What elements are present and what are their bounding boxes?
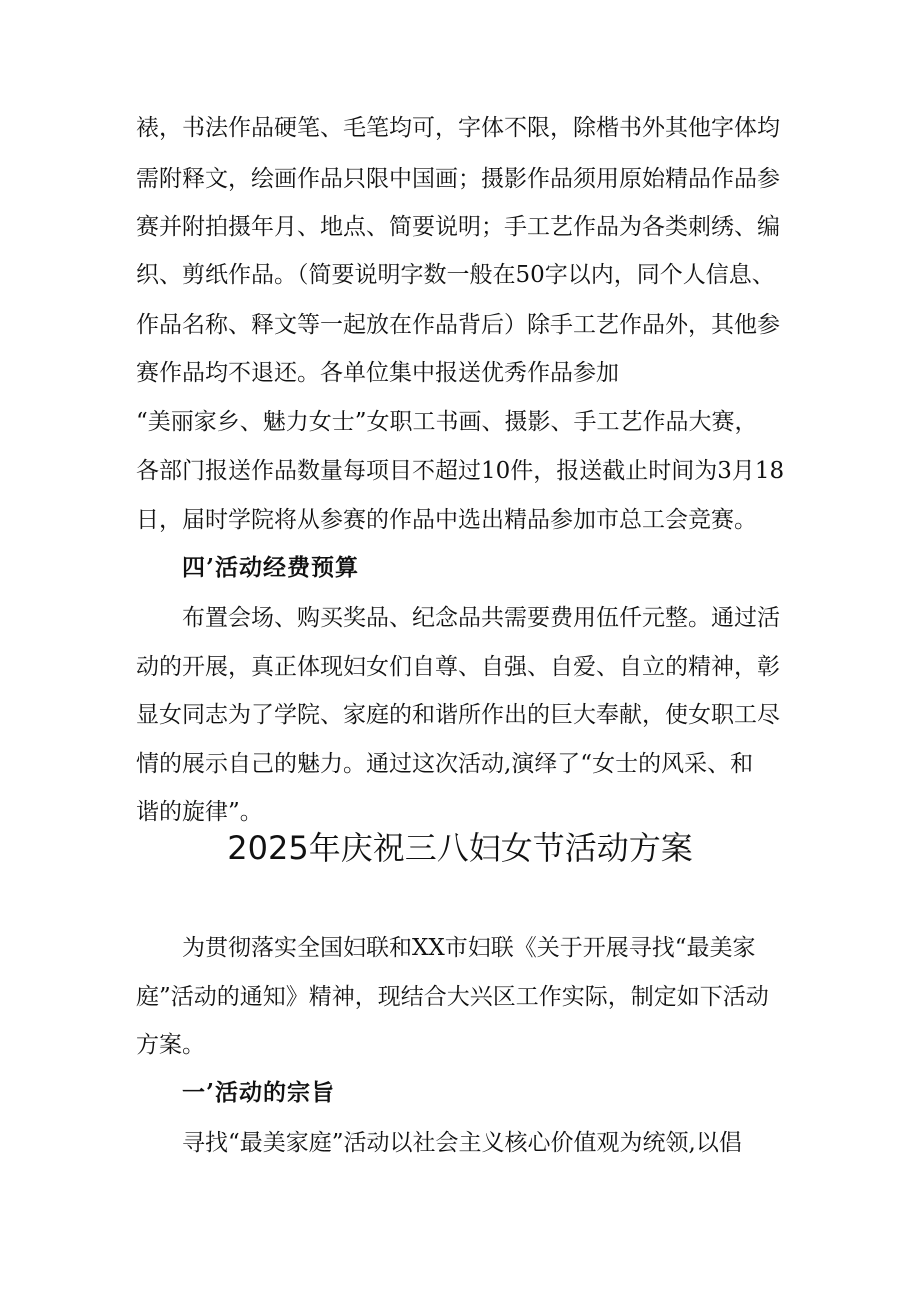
- paragraph-line: 谐的旋律”。: [136, 799, 263, 825]
- paragraph-line: 方案。: [136, 1032, 205, 1058]
- paragraph-line: 赛作品均不退还。各单位集中报送优秀作品参加: [136, 360, 619, 386]
- paragraph-line: 情的展示自己的魅力。通过这次活动,演绎了“女士的风采、和: [136, 751, 754, 777]
- paragraph-line: 动的开展，真正体现妇女们自尊、自强、自爱、自立的精神，彰: [136, 654, 780, 680]
- paragraph-line: 织、剪纸作品。（简要说明字数一般在50字以内，同个人信息、: [136, 262, 775, 288]
- paragraph-line: 布置会场、购买奖品、纪念品共需要费用伍仟元整。通过活: [182, 605, 780, 631]
- paragraph-line: 为贯彻落实全国妇联和XX市妇联《关于开展寻找“最美家: [182, 935, 756, 961]
- paragraph-line: 庭”活动的通知》精神，现结合大兴区工作实际，制定如下活动: [136, 984, 769, 1010]
- section-heading: 四’活动经费预算: [182, 554, 360, 581]
- paragraph-line: 赛并附拍摄年月、地点、简要说明；手工艺作品为各类刺绣、编: [136, 214, 780, 240]
- paragraph-line: “美丽家乡、魅力女士”女职工书画、摄影、手工艺作品大赛，: [136, 409, 758, 435]
- document-title: 2025年庆祝三八妇女节活动方案: [227, 829, 693, 867]
- paragraph-line: 各部门报送作品数量每项目不超过10件，报送截止时间为3月18: [136, 458, 785, 484]
- paragraph-line: 需附释文，绘画作品只限中国画；摄影作品须用原始精品作品参: [136, 166, 780, 192]
- section-heading: 一’活动的宗旨: [182, 1079, 336, 1106]
- paragraph-line: 裱，书法作品硬笔、毛笔均可，字体不限，除楷书外其他字体均: [136, 115, 780, 141]
- paragraph-line: 日，届时学院将从参赛的作品中选出精品参加市总工会竞赛。: [136, 507, 757, 533]
- paragraph-line: 显女同志为了学院、家庭的和谐所作出的巨大奉献，使女职工尽: [136, 702, 780, 728]
- paragraph-line: 作品名称、释文等一起放在作品背后）除手工艺作品外，其他参: [136, 312, 780, 338]
- paragraph-line: 寻找“最美家庭”活动以社会主义核心价值观为统领,以倡: [182, 1130, 742, 1156]
